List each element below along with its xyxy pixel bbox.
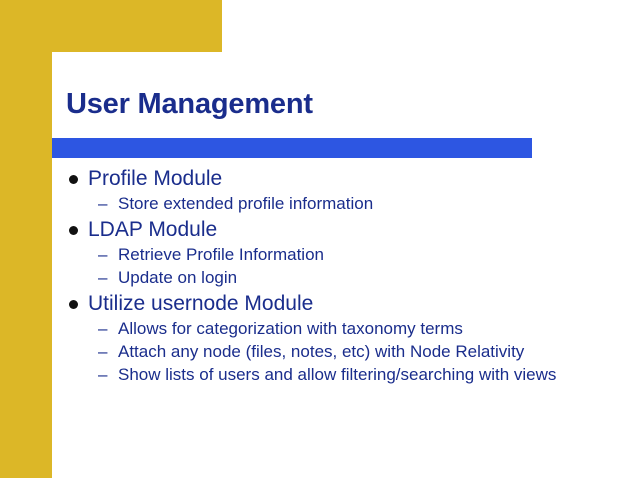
bullet-item (66, 217, 626, 243)
sub-bullet-item (98, 318, 626, 340)
slide-title: User Management (66, 88, 313, 120)
dash-icon: – (98, 245, 108, 264)
sub-bullet-item (98, 193, 626, 215)
sub-bullet-item (98, 364, 626, 386)
sub-bullet-label: Retrieve Profile Information (118, 245, 324, 264)
sub-bullet-label: Allows for categorization with taxonomy terms (118, 319, 463, 338)
bullet-item (66, 166, 626, 192)
bullet-label: Profile Module (88, 167, 223, 190)
sub-bullet-label: Store extended profile information (118, 194, 374, 213)
bullet-dot-icon (69, 300, 78, 309)
dash-icon: – (98, 194, 108, 213)
sub-bullet-item (98, 341, 626, 363)
dash-icon: – (98, 268, 108, 287)
gold-top-bar (0, 0, 222, 52)
bullet-label: Utilize usernode Module (88, 292, 314, 315)
dash-icon: – (98, 319, 108, 338)
sub-bullet-label: Attach any node (files, notes, etc) with Node Relativity (118, 342, 525, 361)
bullet-label: LDAP Module (88, 218, 218, 241)
dash-icon: – (98, 342, 108, 361)
sub-bullet-label: Show lists of users and allow filtering/searching with views (118, 365, 557, 384)
bullet-list (66, 166, 626, 386)
bullet-dot-icon (69, 226, 78, 235)
title-underline-rule (52, 138, 532, 158)
gold-side-bar (0, 0, 52, 478)
bullet-dot-icon (69, 175, 78, 184)
sub-bullet-label: Update on login (118, 268, 238, 287)
sub-bullet-item (98, 244, 626, 266)
sub-bullet-item (98, 267, 626, 289)
bullet-item (66, 291, 626, 317)
dash-icon: – (98, 365, 108, 384)
